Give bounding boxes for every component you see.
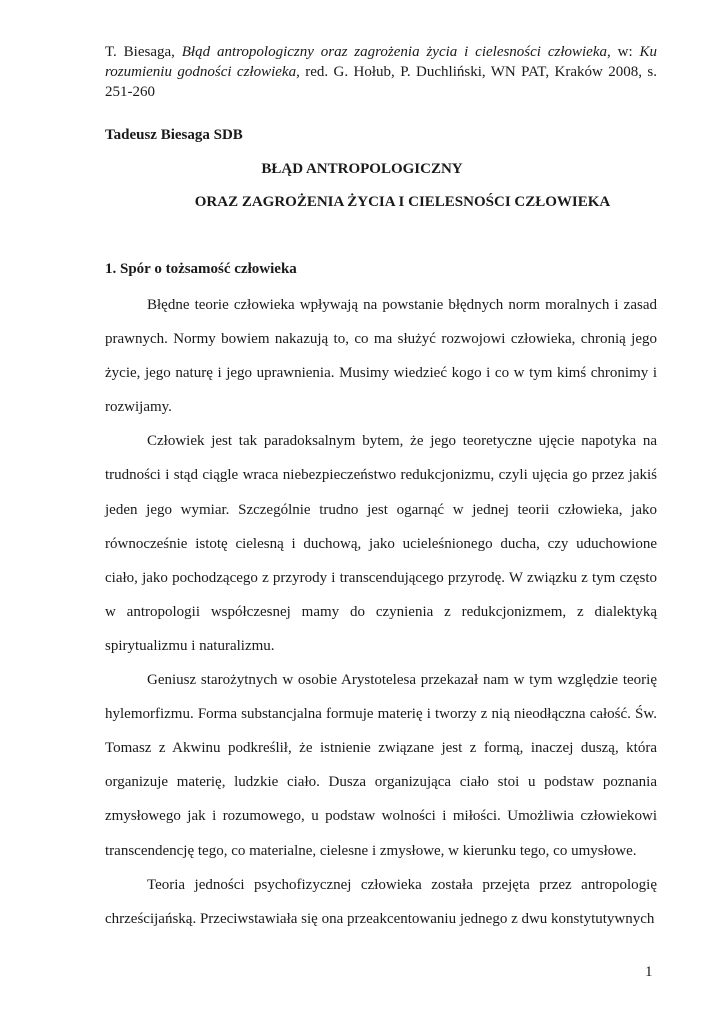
author-name: Tadeusz Biesaga SDB bbox=[105, 127, 243, 143]
paragraph: Geniusz starożytnych w osobie Arystotelesa przekazał nam w tym względzie teorię hylemorfizmu. Forma substancjalna formuje materię i tworzy z nią nieodłączna całość. Św. Tomasz z Akwinu podkreślił, że istnienie związane jest z formą, inaczej duszą, która organizuje materię, ludzkie ciało. Dusza organizująca ciało stoi u podstaw poznania zmysłowego jak i rozumowego, u podstaw wolności i miłości. Umożliwia człowiekowi transcendencję tego, co materialne, cielesne i zmysłowe, w kierunku tego, co umysłowe. bbox=[105, 672, 657, 859]
citation-w: , w: bbox=[607, 44, 640, 60]
citation-title: Błąd antropologiczny oraz zagrożenia życia i cielesności człowieka bbox=[181, 44, 607, 60]
paragraph: Błędne teorie człowieka wpływają na powstanie błędnych norm moralnych i zasad prawnych. Normy bowiem nakazują to, co ma służyć rozwojowi człowieka, chronią jego życie, jego naturę i jego uprawnienia. Musimy wiedzieć kogo i co w tym kimś chronimy i rozwijamy. bbox=[105, 297, 657, 416]
paragraph: Człowiek jest tak paradoksalnym bytem, że jego teoretyczne ujęcie napotyka na trudności i stąd ciągle wraca niebezpieczeństwo redukcjonizmu, czyli ujęcia go przez jakiś jeden jego wymiar. Szczególnie trudno jest ogarnąć w jednej teorii człowieka, jako równocześnie istotę cielesną i duchową, jako ucieleśnionego ducha, czy uduchowione ciało, jako pochodzącego z przyrody i transcendującego przyrodę. W związku z tym często w antropologii współczesnej mamy do czynienia z redukcjonizmem, z dialektyką spirytualizmu i naturalizmu. bbox=[105, 433, 657, 654]
citation-book: Ku rozumieniu godności człowieka, bbox=[105, 44, 657, 80]
paragraph: Teoria jedności psychofizycznej człowieka została przejęta przez antropologię chrześcijańską. Przeciwstawiała się ona przeakcentowaniu jednego z dwu konstytutywnych bbox=[105, 876, 657, 927]
title-line-2: ORAZ ZAGROŻENIA ŻYCIA I CIELESNOŚCI CZŁOWIEKA bbox=[194, 194, 611, 210]
title-line-1: BŁĄD ANTROPOLOGICZNY bbox=[261, 161, 463, 177]
citation bbox=[105, 42, 657, 102]
citation-rest: red. G. Hołub, P. Duchliński, WN PAT, Kraków 2008, s. 251-260 bbox=[105, 64, 657, 100]
citation-author: T. Biesaga, bbox=[105, 44, 182, 60]
body-text bbox=[105, 288, 657, 936]
page-number: 1 bbox=[645, 964, 653, 980]
section-heading: 1. Spór o tożsamość człowieka bbox=[105, 261, 297, 277]
